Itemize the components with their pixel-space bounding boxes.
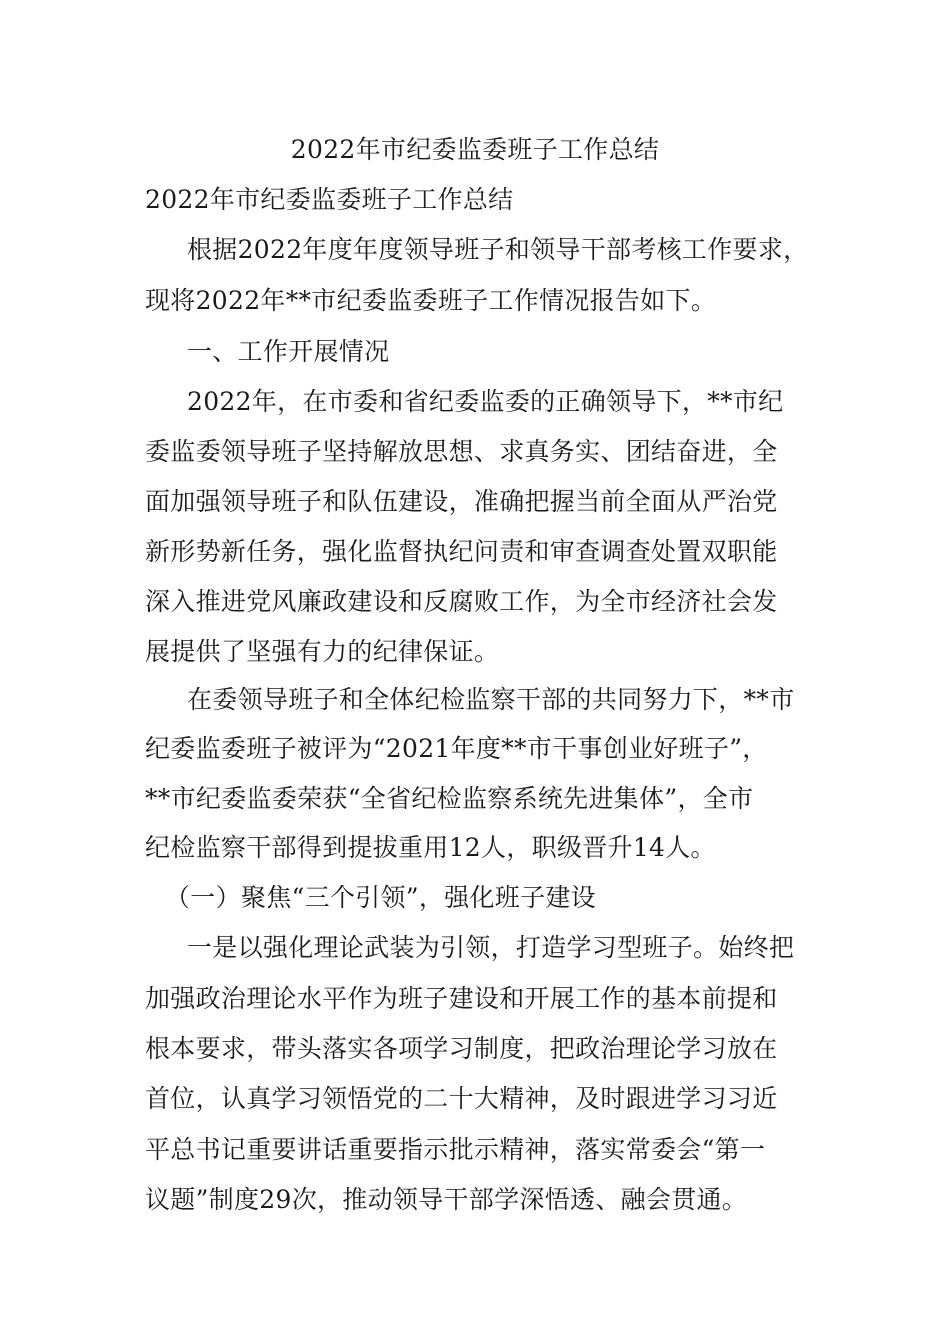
paragraph-line: 展提供了坚强有力的纪律保证。 bbox=[145, 637, 500, 666]
paragraph-line: 在委领导班子和全体纪检监察干部的共同努力下，**市 bbox=[187, 685, 795, 714]
paragraph-line: 一是以强化理论武装为引领，打造学习型班子。始终把 bbox=[187, 933, 795, 962]
paragraph-line: 委监委领导班子坚持解放思想、求真务实、团结奋进，全 bbox=[145, 437, 778, 466]
document-subtitle: 2022年市纪委监委班子工作总结 bbox=[145, 185, 514, 214]
paragraph-line: 2022年，在市委和省纪委监委的正确领导下，**市纪 bbox=[187, 387, 784, 416]
paragraph-line: 根本要求，带头落实各项学习制度，把政治理论学习放在 bbox=[145, 1034, 778, 1063]
paragraph-line: 根据2022年度年度领导班子和领导干部考核工作要求， bbox=[187, 235, 809, 264]
paragraph-line: 纪检监察干部得到提拔重用12人，职级晋升14人。 bbox=[145, 833, 716, 862]
paragraph-line: **市纪委监委荣获“全省纪检监察系统先进集体”，全市 bbox=[145, 784, 754, 813]
paragraph-line: 面加强领导班子和队伍建设，准确把握当前全面从严治党 bbox=[145, 487, 778, 516]
paragraph-line: 新形势新任务，强化监督执纪问责和审查调查处置双职能 bbox=[145, 537, 778, 566]
paragraph-line: 首位，认真学习领悟党的二十大精神，及时跟进学习习近 bbox=[145, 1084, 778, 1113]
document-title: 2022年市纪委监委班子工作总结 bbox=[290, 135, 660, 164]
section-heading: 一、工作开展情况 bbox=[187, 337, 390, 366]
subsection-heading: （一）聚焦“三个引领”，强化班子建设 bbox=[165, 883, 596, 912]
paragraph-line: 现将2022年**市纪委监委班子工作情况报告如下。 bbox=[145, 286, 717, 315]
paragraph-line: 加强政治理论水平作为班子建设和开展工作的基本前提和 bbox=[145, 984, 778, 1013]
paragraph-line: 平总书记重要讲话重要指示批示精神，落实常委会“第一 bbox=[145, 1135, 766, 1164]
paragraph-line: 纪委监委班子被评为“2021年度**市干事创业好班子”， bbox=[145, 734, 768, 763]
paragraph-line: 深入推进党风廉政建设和反腐败工作，为全市经济社会发 bbox=[145, 587, 778, 616]
paragraph-line: 议题”制度29次，推动领导干部学深悟透、融会贯通。 bbox=[145, 1185, 748, 1214]
